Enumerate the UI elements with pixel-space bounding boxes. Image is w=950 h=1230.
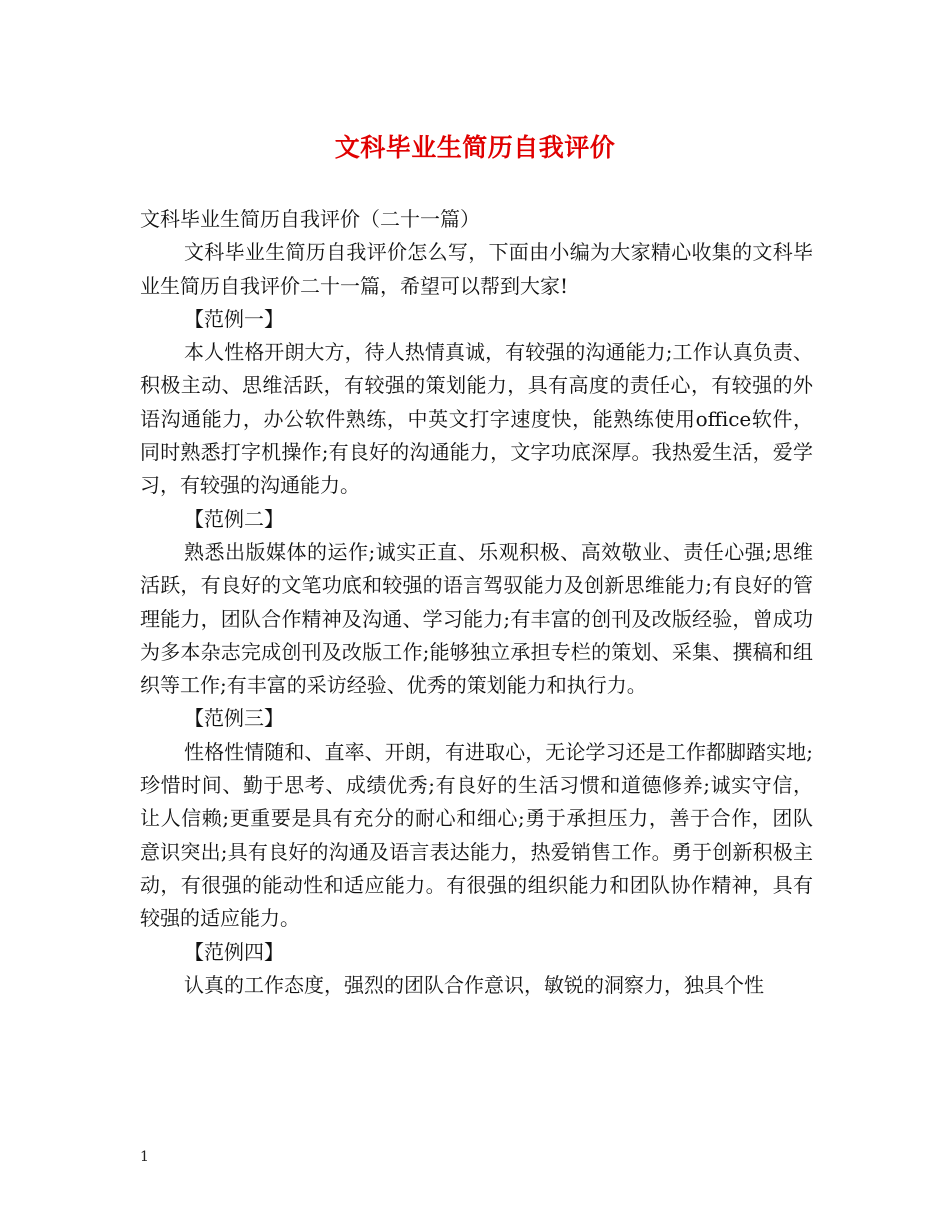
document-body [140, 203, 813, 1002]
section-heading-2: 【范例二】 [184, 506, 284, 531]
document-title: 文科毕业生简历自我评价 [334, 133, 616, 162]
document-subtitle: 文科毕业生简历自我评价（二十一篇） [140, 207, 480, 231]
section-heading-4: 【范例四】 [184, 939, 284, 964]
page-number: 1 [140, 1149, 149, 1165]
section-body-4: 认真的工作态度，强烈的团队合作意识，敏锐的洞察力，独具个性 [184, 972, 764, 997]
section-heading-1: 【范例一】 [184, 306, 284, 331]
section-body-3: 性格性情随和、直率、开朗，有进取心，无论学习还是工作都脚踏实地;珍惜时间、勤于思考、成绩优秀;有良好的生活习惯和道德修养;诚实守信，让人信赖;更重要是具有充分的耐心和细心;勇于承担压力，善于合作，团队意识突出;具有良好的沟通及语言表达能力，热爱销售工作。勇于创新积极主动，有很强的能动性和适应能力。有很强的组织能力和团队协作精神，具有较强的适应能力。 [140, 739, 813, 931]
section-body-1: 本人性格开朗大方，待人热情真诚，有较强的沟通能力;工作认真负责、积极主动、思维活跃，有较强的策划能力，具有高度的责任心，有较强的外语沟通能力，办公软件熟练，中英文打字速度快，能熟练使用office软件，同时熟悉打字机操作;有良好的沟通能力，文字功底深厚。我热爱生活，爱学习，有较强的沟通能力。 [140, 340, 813, 498]
section-body-2: 熟悉出版媒体的运作;诚实正直、乐观积极、高效敬业、责任心强;思维活跃，有良好的文笔功底和较强的语言驾驭能力及创新思维能力;有良好的管理能力，团队合作精神及沟通、学习能力;有丰富的创刊及改版经验，曾成功为多本杂志完成创刊及改版工作;能够独立承担专栏的策划、采集、撰稿和组织等工作;有丰富的采访经验、优秀的策划能力和执行力。 [140, 539, 813, 698]
section-heading-3: 【范例三】 [184, 706, 284, 731]
intro-paragraph: 文科毕业生简历自我评价怎么写，下面由小编为大家精心收集的文科毕业生简历自我评价二十一篇，希望可以帮到大家! [140, 240, 813, 298]
